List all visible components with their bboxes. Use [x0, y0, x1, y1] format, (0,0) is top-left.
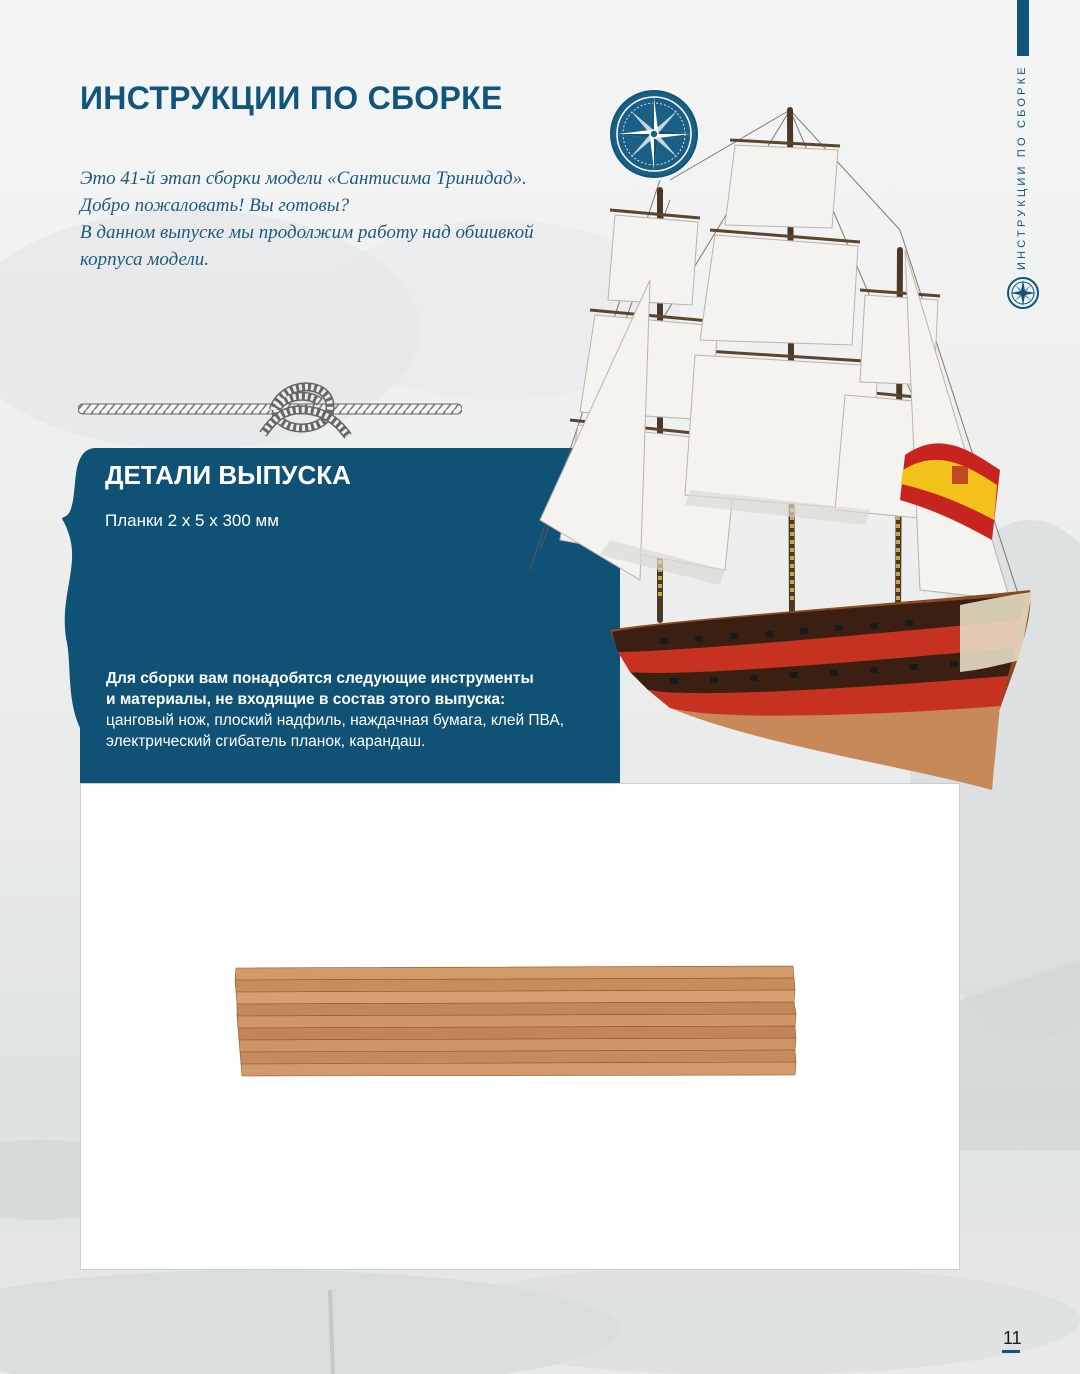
tools-list: электрический сгибатель планок, карандаш. [106, 733, 426, 750]
parts-photo-box [80, 783, 960, 1270]
wood-planks-image [231, 964, 801, 1079]
intro-line: Добро пожаловать! Вы готовы? [80, 195, 350, 216]
intro-line: Это 41-й этап сборки модели «Сантисима Тринидад». [80, 168, 527, 189]
details-item: Планки 2 х 5 х 300 мм [105, 511, 279, 530]
page-title: ИНСТРУКЦИИ ПО СБОРКЕ [80, 80, 503, 116]
page-number-underline [1002, 1350, 1020, 1353]
side-tab-label: ИНСТРУКЦИИ ПО СБОРКЕ [1016, 64, 1028, 270]
page-number: 11 [1003, 1328, 1022, 1348]
tools-heading: Для сборки вам понадобятся следующие инструменты [106, 670, 534, 687]
tools-heading: и материалы, не входящие в состав этого выпуска: [106, 691, 506, 708]
rope-knot-icon [78, 380, 462, 440]
tools-list: цанговый нож, плоский надфиль, наждачная бумага, клей ПВА, [106, 712, 565, 729]
details-title: ДЕТАЛИ ВЫПУСКА [105, 460, 351, 490]
sailing-ship-image [520, 100, 1050, 790]
side-tab-bar [1017, 0, 1029, 56]
tools-block [106, 668, 586, 752]
intro-text [80, 165, 580, 273]
intro-line: В данном выпуске мы продолжим работу над обшивкой [80, 222, 534, 243]
intro-line: корпуса модели. [80, 249, 210, 270]
